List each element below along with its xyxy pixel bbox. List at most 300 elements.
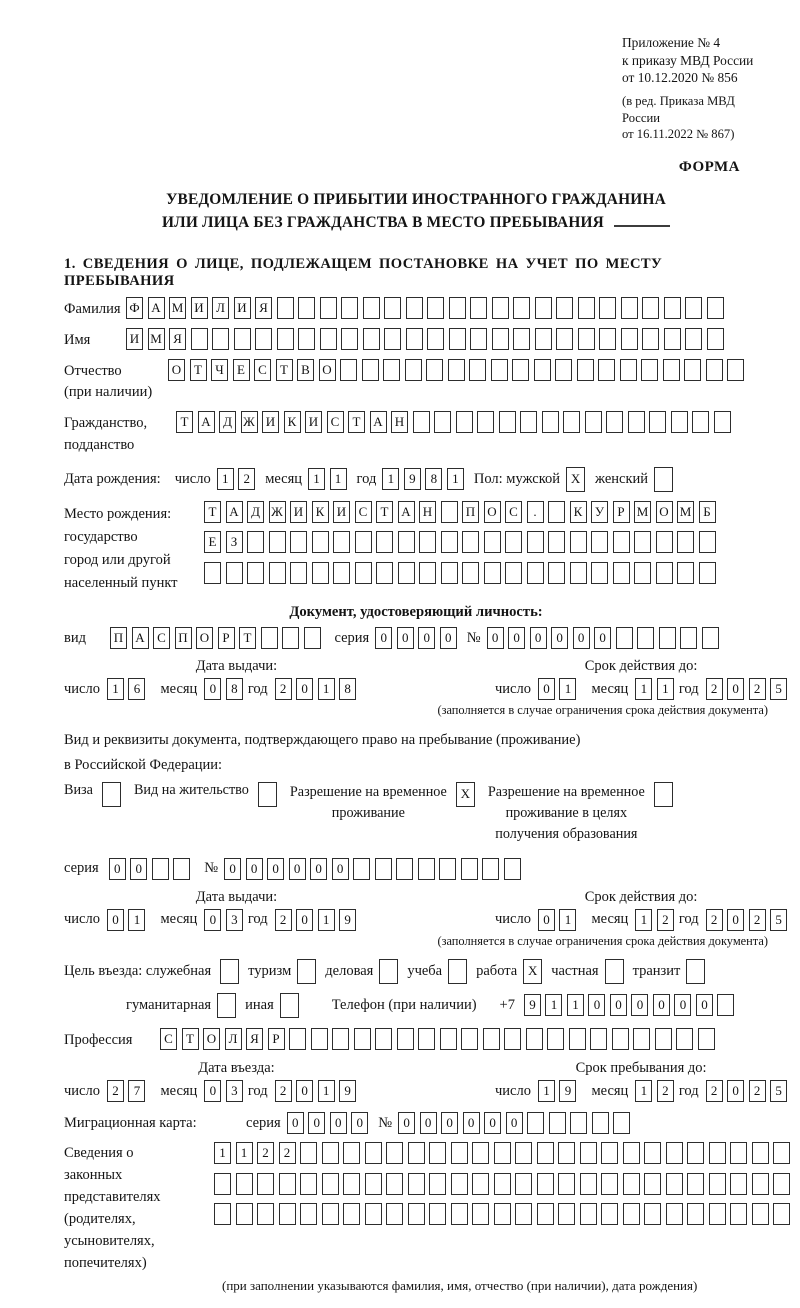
- char-cell[interactable]: [383, 359, 400, 381]
- char-cell[interactable]: 2: [749, 678, 766, 700]
- char-cell[interactable]: 0: [653, 994, 670, 1016]
- char-cell[interactable]: О: [196, 627, 213, 649]
- char-cell[interactable]: [429, 1142, 446, 1164]
- char-cell[interactable]: К: [312, 501, 329, 523]
- char-cell[interactable]: 0: [594, 627, 611, 649]
- char-cell[interactable]: 1: [635, 909, 652, 931]
- char-cell[interactable]: 0: [727, 1080, 744, 1102]
- char-cell[interactable]: [612, 1028, 629, 1050]
- purpose-transit-checkbox[interactable]: [686, 959, 705, 984]
- sex-male-checkbox[interactable]: X: [566, 467, 585, 492]
- char-cell[interactable]: [547, 1028, 564, 1050]
- char-cell[interactable]: [685, 297, 702, 319]
- char-cell[interactable]: 0: [610, 994, 627, 1016]
- char-cell[interactable]: [277, 297, 294, 319]
- char-cell[interactable]: 0: [375, 627, 392, 649]
- char-cell[interactable]: [548, 531, 565, 553]
- char-cell[interactable]: [429, 1203, 446, 1225]
- char-cell[interactable]: [298, 328, 315, 350]
- char-cell[interactable]: Н: [419, 501, 436, 523]
- char-cell[interactable]: [333, 562, 350, 584]
- char-cell[interactable]: 7: [128, 1080, 145, 1102]
- char-cell[interactable]: [556, 297, 573, 319]
- char-cell[interactable]: 1: [447, 468, 464, 490]
- char-cell[interactable]: [773, 1173, 790, 1195]
- char-cell[interactable]: [441, 562, 458, 584]
- char-cell[interactable]: [204, 562, 221, 584]
- char-cell[interactable]: 0: [727, 909, 744, 931]
- char-cell[interactable]: Т: [204, 501, 221, 523]
- char-cell[interactable]: [601, 1173, 618, 1195]
- char-cell[interactable]: С: [505, 501, 522, 523]
- purpose-other-checkbox[interactable]: [280, 993, 299, 1018]
- char-cell[interactable]: 0: [289, 858, 306, 880]
- char-cell[interactable]: [499, 411, 516, 433]
- char-cell[interactable]: [462, 562, 479, 584]
- char-cell[interactable]: [226, 562, 243, 584]
- char-cell[interactable]: [406, 297, 423, 319]
- char-cell[interactable]: [707, 297, 724, 319]
- char-cell[interactable]: 0: [631, 994, 648, 1016]
- char-cell[interactable]: Н: [391, 411, 408, 433]
- char-cell[interactable]: [279, 1173, 296, 1195]
- char-cell[interactable]: 2: [238, 468, 255, 490]
- char-cell[interactable]: [282, 627, 299, 649]
- char-cell[interactable]: М: [634, 501, 651, 523]
- char-cell[interactable]: [641, 359, 658, 381]
- char-cell[interactable]: 0: [204, 909, 221, 931]
- purpose-official-checkbox[interactable]: [220, 959, 239, 984]
- char-cell[interactable]: [677, 531, 694, 553]
- char-cell[interactable]: [363, 297, 380, 319]
- char-cell[interactable]: А: [132, 627, 149, 649]
- char-cell[interactable]: [621, 328, 638, 350]
- char-cell[interactable]: Р: [268, 1028, 285, 1050]
- char-cell[interactable]: [341, 328, 358, 350]
- char-cell[interactable]: [448, 359, 465, 381]
- char-cell[interactable]: П: [110, 627, 127, 649]
- char-cell[interactable]: 0: [420, 1112, 437, 1134]
- char-cell[interactable]: [555, 359, 572, 381]
- char-cell[interactable]: [623, 1173, 640, 1195]
- char-cell[interactable]: 0: [441, 1112, 458, 1134]
- char-cell[interactable]: .: [527, 501, 544, 523]
- char-cell[interactable]: [214, 1203, 231, 1225]
- char-cell[interactable]: 9: [339, 909, 356, 931]
- char-cell[interactable]: [261, 627, 278, 649]
- char-cell[interactable]: [504, 858, 521, 880]
- char-cell[interactable]: 0: [246, 858, 263, 880]
- char-cell[interactable]: [376, 531, 393, 553]
- char-cell[interactable]: [601, 1142, 618, 1164]
- char-cell[interactable]: [752, 1142, 769, 1164]
- char-cell[interactable]: [269, 531, 286, 553]
- char-cell[interactable]: [513, 297, 530, 319]
- char-cell[interactable]: [656, 562, 673, 584]
- char-cell[interactable]: 1: [318, 678, 335, 700]
- char-cell[interactable]: [418, 1028, 435, 1050]
- char-cell[interactable]: [687, 1173, 704, 1195]
- purpose-humanitarian-checkbox[interactable]: [217, 993, 236, 1018]
- char-cell[interactable]: 0: [107, 909, 124, 931]
- char-cell[interactable]: 1: [214, 1142, 231, 1164]
- char-cell[interactable]: [472, 1203, 489, 1225]
- char-cell[interactable]: 8: [226, 678, 243, 700]
- char-cell[interactable]: Д: [247, 501, 264, 523]
- char-cell[interactable]: 2: [657, 1080, 674, 1102]
- char-cell[interactable]: [709, 1203, 726, 1225]
- char-cell[interactable]: 3: [226, 909, 243, 931]
- char-cell[interactable]: [548, 562, 565, 584]
- char-cell[interactable]: [666, 1173, 683, 1195]
- char-cell[interactable]: [494, 1173, 511, 1195]
- char-cell[interactable]: [470, 297, 487, 319]
- char-cell[interactable]: [717, 994, 734, 1016]
- char-cell[interactable]: 0: [351, 1112, 368, 1134]
- char-cell[interactable]: И: [333, 501, 350, 523]
- char-cell[interactable]: 2: [275, 678, 292, 700]
- char-cell[interactable]: [289, 1028, 306, 1050]
- char-cell[interactable]: С: [160, 1028, 177, 1050]
- char-cell[interactable]: К: [570, 501, 587, 523]
- char-cell[interactable]: Л: [212, 297, 229, 319]
- char-cell[interactable]: [376, 562, 393, 584]
- char-cell[interactable]: И: [234, 297, 251, 319]
- char-cell[interactable]: [152, 858, 169, 880]
- char-cell[interactable]: 5: [770, 909, 787, 931]
- char-cell[interactable]: [692, 411, 709, 433]
- char-cell[interactable]: [709, 1142, 726, 1164]
- char-cell[interactable]: [556, 328, 573, 350]
- char-cell[interactable]: Я: [246, 1028, 263, 1050]
- char-cell[interactable]: [257, 1203, 274, 1225]
- char-cell[interactable]: [322, 1142, 339, 1164]
- char-cell[interactable]: [398, 562, 415, 584]
- char-cell[interactable]: [427, 328, 444, 350]
- char-cell[interactable]: [578, 328, 595, 350]
- char-cell[interactable]: [698, 1028, 715, 1050]
- char-cell[interactable]: [343, 1203, 360, 1225]
- char-cell[interactable]: [355, 562, 372, 584]
- char-cell[interactable]: [558, 1203, 575, 1225]
- char-cell[interactable]: 0: [588, 994, 605, 1016]
- char-cell[interactable]: [311, 1028, 328, 1050]
- char-cell[interactable]: [515, 1173, 532, 1195]
- visa-checkbox[interactable]: [102, 782, 121, 807]
- char-cell[interactable]: [613, 531, 630, 553]
- char-cell[interactable]: [312, 562, 329, 584]
- char-cell[interactable]: А: [198, 411, 215, 433]
- char-cell[interactable]: [173, 858, 190, 880]
- char-cell[interactable]: [418, 858, 435, 880]
- char-cell[interactable]: [534, 359, 551, 381]
- char-cell[interactable]: Т: [176, 411, 193, 433]
- char-cell[interactable]: [752, 1173, 769, 1195]
- char-cell[interactable]: Р: [613, 501, 630, 523]
- char-cell[interactable]: [469, 359, 486, 381]
- char-cell[interactable]: [406, 328, 423, 350]
- char-cell[interactable]: 2: [706, 678, 723, 700]
- char-cell[interactable]: [569, 1028, 586, 1050]
- char-cell[interactable]: [257, 1173, 274, 1195]
- char-cell[interactable]: Т: [190, 359, 207, 381]
- char-cell[interactable]: [441, 501, 458, 523]
- char-cell[interactable]: 0: [296, 1080, 313, 1102]
- char-cell[interactable]: 1: [128, 909, 145, 931]
- char-cell[interactable]: С: [355, 501, 372, 523]
- char-cell[interactable]: [685, 328, 702, 350]
- char-cell[interactable]: [623, 1203, 640, 1225]
- char-cell[interactable]: [537, 1173, 554, 1195]
- char-cell[interactable]: [520, 411, 537, 433]
- char-cell[interactable]: 0: [727, 678, 744, 700]
- char-cell[interactable]: 0: [330, 1112, 347, 1134]
- char-cell[interactable]: 3: [226, 1080, 243, 1102]
- char-cell[interactable]: [656, 531, 673, 553]
- char-cell[interactable]: [419, 562, 436, 584]
- char-cell[interactable]: И: [305, 411, 322, 433]
- char-cell[interactable]: 0: [204, 678, 221, 700]
- char-cell[interactable]: И: [191, 297, 208, 319]
- char-cell[interactable]: [341, 297, 358, 319]
- char-cell[interactable]: [577, 359, 594, 381]
- purpose-tourism-checkbox[interactable]: [297, 959, 316, 984]
- char-cell[interactable]: [527, 562, 544, 584]
- char-cell[interactable]: А: [148, 297, 165, 319]
- char-cell[interactable]: О: [203, 1028, 220, 1050]
- char-cell[interactable]: 0: [674, 994, 691, 1016]
- char-cell[interactable]: [606, 411, 623, 433]
- char-cell[interactable]: Ж: [269, 501, 286, 523]
- char-cell[interactable]: [343, 1142, 360, 1164]
- char-cell[interactable]: [419, 531, 436, 553]
- char-cell[interactable]: 0: [418, 627, 435, 649]
- char-cell[interactable]: [649, 411, 666, 433]
- char-cell[interactable]: [384, 328, 401, 350]
- char-cell[interactable]: [494, 1142, 511, 1164]
- purpose-study-checkbox[interactable]: [448, 959, 467, 984]
- char-cell[interactable]: [353, 858, 370, 880]
- char-cell[interactable]: 0: [508, 627, 525, 649]
- char-cell[interactable]: [434, 411, 451, 433]
- char-cell[interactable]: О: [656, 501, 673, 523]
- char-cell[interactable]: [680, 627, 697, 649]
- char-cell[interactable]: [375, 1028, 392, 1050]
- char-cell[interactable]: [492, 297, 509, 319]
- char-cell[interactable]: Т: [376, 501, 393, 523]
- char-cell[interactable]: [386, 1173, 403, 1195]
- char-cell[interactable]: [429, 1173, 446, 1195]
- char-cell[interactable]: Т: [276, 359, 293, 381]
- char-cell[interactable]: [699, 531, 716, 553]
- char-cell[interactable]: 0: [440, 627, 457, 649]
- char-cell[interactable]: [456, 411, 473, 433]
- char-cell[interactable]: [664, 328, 681, 350]
- char-cell[interactable]: 0: [109, 858, 126, 880]
- char-cell[interactable]: Р: [218, 627, 235, 649]
- char-cell[interactable]: [633, 1028, 650, 1050]
- char-cell[interactable]: [300, 1203, 317, 1225]
- char-cell[interactable]: Е: [233, 359, 250, 381]
- char-cell[interactable]: 1: [545, 994, 562, 1016]
- char-cell[interactable]: [277, 328, 294, 350]
- char-cell[interactable]: Ж: [241, 411, 258, 433]
- char-cell[interactable]: [513, 328, 530, 350]
- char-cell[interactable]: [343, 1173, 360, 1195]
- char-cell[interactable]: [687, 1203, 704, 1225]
- char-cell[interactable]: [449, 297, 466, 319]
- char-cell[interactable]: 0: [296, 678, 313, 700]
- char-cell[interactable]: И: [126, 328, 143, 350]
- char-cell[interactable]: [441, 531, 458, 553]
- char-cell[interactable]: М: [677, 501, 694, 523]
- char-cell[interactable]: С: [327, 411, 344, 433]
- char-cell[interactable]: И: [290, 501, 307, 523]
- purpose-private-checkbox[interactable]: [605, 959, 624, 984]
- char-cell[interactable]: [598, 359, 615, 381]
- char-cell[interactable]: [590, 1028, 607, 1050]
- char-cell[interactable]: [730, 1142, 747, 1164]
- char-cell[interactable]: [730, 1203, 747, 1225]
- char-cell[interactable]: [477, 411, 494, 433]
- char-cell[interactable]: [355, 531, 372, 553]
- char-cell[interactable]: [408, 1203, 425, 1225]
- residence-permit-checkbox[interactable]: [258, 782, 277, 807]
- char-cell[interactable]: 1: [318, 909, 335, 931]
- char-cell[interactable]: [752, 1203, 769, 1225]
- char-cell[interactable]: 9: [339, 1080, 356, 1102]
- char-cell[interactable]: [304, 627, 321, 649]
- char-cell[interactable]: З: [226, 531, 243, 553]
- char-cell[interactable]: 0: [506, 1112, 523, 1134]
- char-cell[interactable]: В: [297, 359, 314, 381]
- purpose-work-checkbox[interactable]: X: [523, 959, 542, 984]
- char-cell[interactable]: [526, 1028, 543, 1050]
- char-cell[interactable]: А: [370, 411, 387, 433]
- char-cell[interactable]: [558, 1173, 575, 1195]
- char-cell[interactable]: Л: [225, 1028, 242, 1050]
- char-cell[interactable]: [322, 1203, 339, 1225]
- char-cell[interactable]: Я: [255, 297, 272, 319]
- char-cell[interactable]: [515, 1142, 532, 1164]
- char-cell[interactable]: [634, 531, 651, 553]
- char-cell[interactable]: 1: [538, 1080, 555, 1102]
- char-cell[interactable]: [580, 1142, 597, 1164]
- char-cell[interactable]: 0: [332, 858, 349, 880]
- char-cell[interactable]: [613, 562, 630, 584]
- char-cell[interactable]: 0: [573, 627, 590, 649]
- char-cell[interactable]: О: [319, 359, 336, 381]
- char-cell[interactable]: [413, 411, 430, 433]
- char-cell[interactable]: Т: [348, 411, 365, 433]
- char-cell[interactable]: [332, 1028, 349, 1050]
- char-cell[interactable]: [300, 1173, 317, 1195]
- char-cell[interactable]: [676, 1028, 693, 1050]
- char-cell[interactable]: [191, 328, 208, 350]
- char-cell[interactable]: У: [591, 501, 608, 523]
- char-cell[interactable]: 0: [696, 994, 713, 1016]
- char-cell[interactable]: 0: [463, 1112, 480, 1134]
- char-cell[interactable]: 2: [706, 909, 723, 931]
- char-cell[interactable]: [255, 328, 272, 350]
- char-cell[interactable]: 2: [107, 1080, 124, 1102]
- char-cell[interactable]: Д: [219, 411, 236, 433]
- char-cell[interactable]: 1: [559, 678, 576, 700]
- char-cell[interactable]: [354, 1028, 371, 1050]
- char-cell[interactable]: 2: [275, 1080, 292, 1102]
- char-cell[interactable]: [613, 1112, 630, 1134]
- char-cell[interactable]: [591, 531, 608, 553]
- char-cell[interactable]: 9: [524, 994, 541, 1016]
- char-cell[interactable]: [773, 1142, 790, 1164]
- char-cell[interactable]: [298, 297, 315, 319]
- char-cell[interactable]: Т: [182, 1028, 199, 1050]
- char-cell[interactable]: 0: [397, 627, 414, 649]
- char-cell[interactable]: [570, 531, 587, 553]
- char-cell[interactable]: [666, 1203, 683, 1225]
- char-cell[interactable]: 1: [217, 468, 234, 490]
- char-cell[interactable]: [451, 1203, 468, 1225]
- char-cell[interactable]: 1: [236, 1142, 253, 1164]
- char-cell[interactable]: 0: [296, 909, 313, 931]
- char-cell[interactable]: [451, 1173, 468, 1195]
- char-cell[interactable]: 0: [538, 678, 555, 700]
- char-cell[interactable]: [542, 411, 559, 433]
- char-cell[interactable]: 0: [484, 1112, 501, 1134]
- char-cell[interactable]: [687, 1142, 704, 1164]
- char-cell[interactable]: 1: [382, 468, 399, 490]
- char-cell[interactable]: [515, 1203, 532, 1225]
- char-cell[interactable]: Б: [699, 501, 716, 523]
- char-cell[interactable]: 5: [770, 678, 787, 700]
- char-cell[interactable]: [247, 562, 264, 584]
- char-cell[interactable]: [702, 627, 719, 649]
- char-cell[interactable]: 1: [635, 678, 652, 700]
- char-cell[interactable]: [585, 411, 602, 433]
- char-cell[interactable]: 0: [267, 858, 284, 880]
- char-cell[interactable]: [386, 1203, 403, 1225]
- char-cell[interactable]: [634, 562, 651, 584]
- char-cell[interactable]: [461, 1028, 478, 1050]
- char-cell[interactable]: [322, 1173, 339, 1195]
- char-cell[interactable]: [405, 359, 422, 381]
- char-cell[interactable]: [214, 1173, 231, 1195]
- char-cell[interactable]: [535, 328, 552, 350]
- char-cell[interactable]: [484, 562, 501, 584]
- char-cell[interactable]: 0: [398, 1112, 415, 1134]
- char-cell[interactable]: [616, 627, 633, 649]
- char-cell[interactable]: 0: [308, 1112, 325, 1134]
- char-cell[interactable]: [396, 858, 413, 880]
- char-cell[interactable]: 1: [567, 994, 584, 1016]
- char-cell[interactable]: С: [153, 627, 170, 649]
- char-cell[interactable]: [290, 531, 307, 553]
- char-cell[interactable]: [637, 627, 654, 649]
- char-cell[interactable]: [408, 1142, 425, 1164]
- char-cell[interactable]: А: [398, 501, 415, 523]
- char-cell[interactable]: [659, 627, 676, 649]
- char-cell[interactable]: [706, 359, 723, 381]
- char-cell[interactable]: [570, 1112, 587, 1134]
- char-cell[interactable]: Ч: [211, 359, 228, 381]
- char-cell[interactable]: [340, 359, 357, 381]
- char-cell[interactable]: К: [284, 411, 301, 433]
- char-cell[interactable]: 8: [339, 678, 356, 700]
- char-cell[interactable]: [549, 1112, 566, 1134]
- char-cell[interactable]: М: [169, 297, 186, 319]
- char-cell[interactable]: 2: [657, 909, 674, 931]
- char-cell[interactable]: [580, 1203, 597, 1225]
